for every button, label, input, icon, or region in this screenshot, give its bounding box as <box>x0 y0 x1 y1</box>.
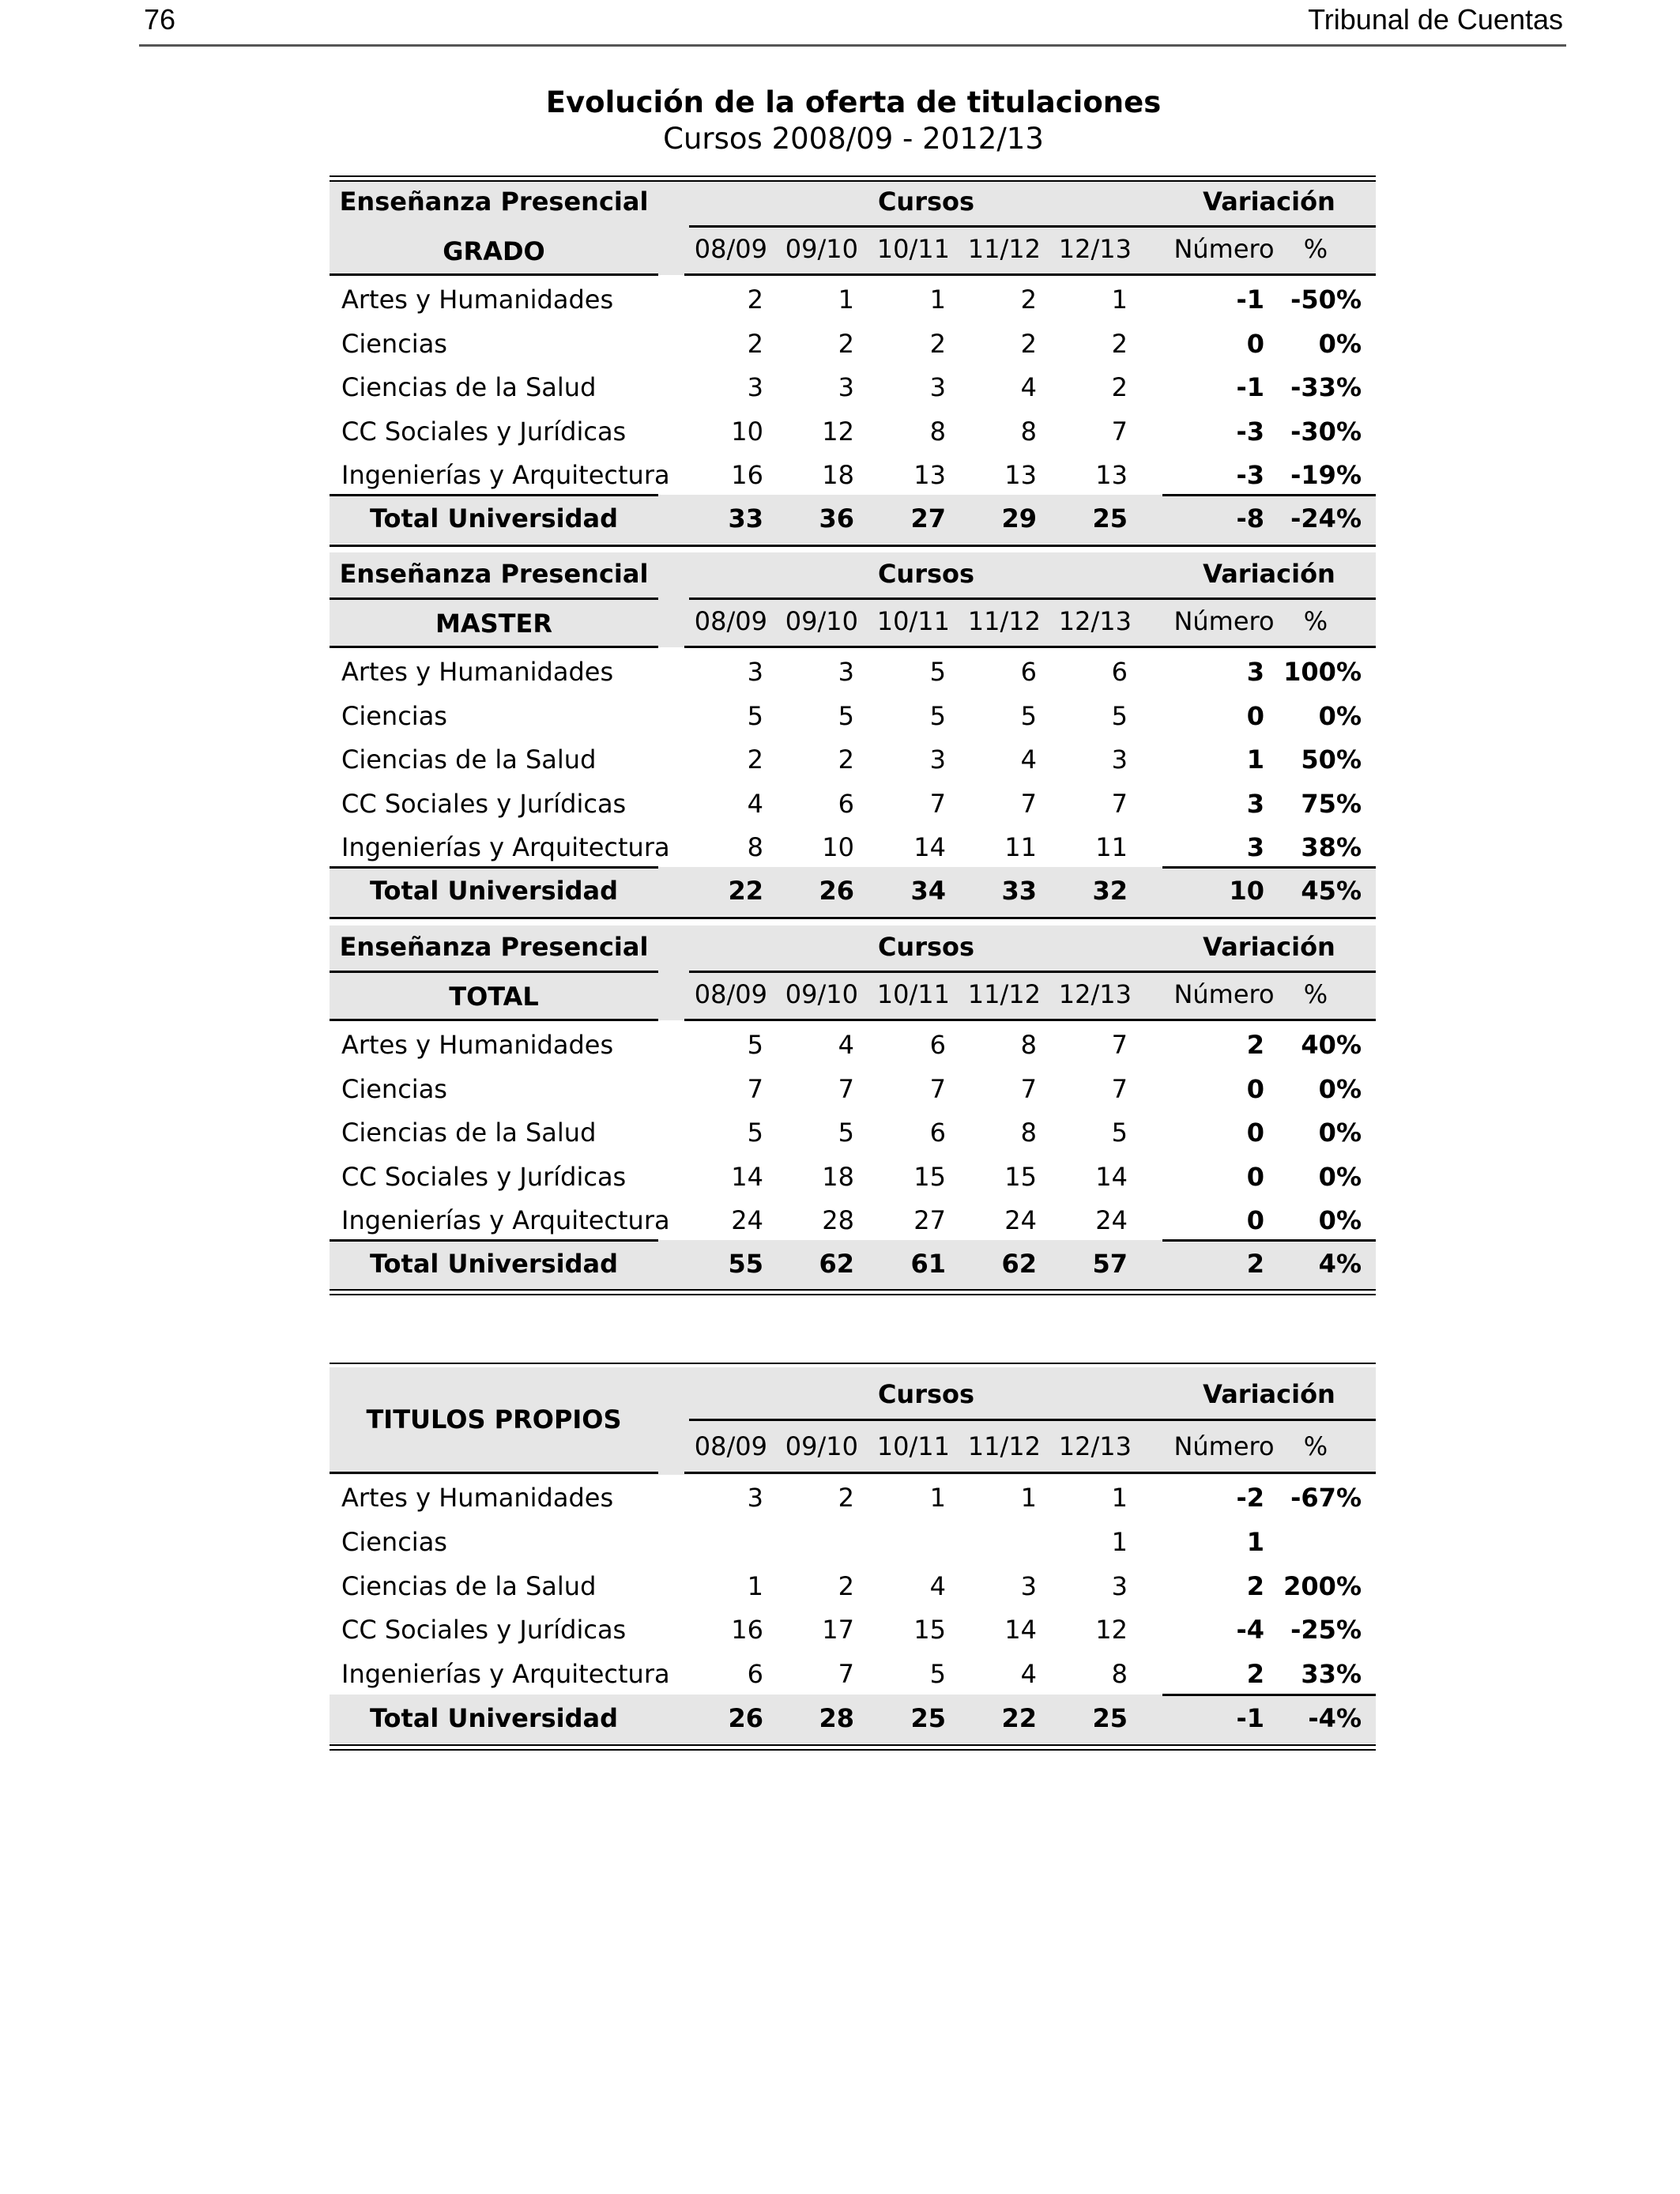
variation-percent: 33% <box>1301 1659 1362 1690</box>
year-value: 2 <box>838 745 854 775</box>
total-label: Total Universidad <box>369 1249 619 1279</box>
total-variation-number: 10 <box>1229 876 1264 906</box>
total-value: 29 <box>1001 503 1037 533</box>
year-value: 3 <box>747 372 763 403</box>
total-value: 22 <box>728 876 763 906</box>
year-value: 3 <box>1111 1570 1128 1601</box>
year-value: 12 <box>1095 1615 1128 1646</box>
year-value: 7 <box>929 788 946 819</box>
year-value: 3 <box>1020 1570 1037 1601</box>
year-value: 5 <box>929 700 946 731</box>
year-value: 13 <box>913 460 946 491</box>
variation-number: 3 <box>1246 657 1264 687</box>
year-value: 2 <box>1111 328 1128 359</box>
section-end-rule <box>330 545 1376 547</box>
variation-number: 0 <box>1246 1205 1264 1236</box>
header-rule-label <box>330 1019 658 1021</box>
year-value: 7 <box>1111 416 1128 447</box>
year-value: 4 <box>1020 372 1037 403</box>
year-value: 15 <box>913 1615 946 1646</box>
year-value: 8 <box>1020 1118 1037 1148</box>
row-label: Ingenierías y Arquitectura <box>341 1659 670 1690</box>
total-variation-number: 2 <box>1246 1249 1264 1279</box>
section-end-rule <box>330 917 1376 919</box>
cursos-heading: Cursos <box>877 559 975 589</box>
bottom-double-rule <box>330 1289 1376 1295</box>
row-label: CC Sociales y Jurídicas <box>341 1161 627 1192</box>
label-divider <box>330 971 658 973</box>
row-label: Ingenierías y Arquitectura <box>341 1205 670 1236</box>
year-value: 4 <box>1020 745 1037 775</box>
year-value: 2 <box>747 328 763 359</box>
year-value: 5 <box>747 1030 763 1060</box>
variation-percent: -30% <box>1290 416 1362 447</box>
year-value: 5 <box>1020 700 1037 731</box>
row-label: CC Sociales y Jurídicas <box>341 1615 627 1646</box>
percent-heading: % <box>1303 1431 1328 1461</box>
year-value: 1 <box>1020 1483 1037 1513</box>
year-value: 2 <box>838 1570 854 1601</box>
year-value: 6 <box>838 788 854 819</box>
variation-number: -1 <box>1236 372 1264 403</box>
header-rule-years <box>684 273 1163 276</box>
row-label: Ciencias de la Salud <box>341 1570 597 1601</box>
header-rule-years <box>684 1472 1163 1474</box>
year-value: 4 <box>747 788 763 819</box>
year-value: 7 <box>838 1659 854 1690</box>
numero-heading: Número <box>1173 606 1275 636</box>
year-heading: 11/12 <box>967 979 1041 1009</box>
variation-percent: 0% <box>1318 1161 1362 1192</box>
variation-percent: 200% <box>1283 1570 1362 1601</box>
year-value: 10 <box>822 832 854 863</box>
year-value: 6 <box>929 1118 946 1148</box>
section-name: TOTAL <box>449 982 539 1012</box>
year-value: 10 <box>731 416 763 447</box>
year-value: 8 <box>1020 416 1037 447</box>
section-heading: Enseñanza Presencial <box>339 559 649 589</box>
year-value: 15 <box>913 1161 946 1192</box>
row-label: Ciencias de la Salud <box>341 1118 597 1148</box>
total-value: 26 <box>819 876 854 906</box>
year-value: 7 <box>1020 788 1037 819</box>
year-value: 3 <box>929 745 946 775</box>
row-label: Ciencias <box>341 700 447 731</box>
year-value: 4 <box>838 1030 854 1060</box>
year-heading: 10/11 <box>876 1431 950 1461</box>
total-value: 34 <box>910 876 946 906</box>
year-heading: 10/11 <box>876 234 950 264</box>
year-heading: 12/13 <box>1058 234 1132 264</box>
year-value: 14 <box>1004 1615 1037 1646</box>
year-value: 5 <box>747 700 763 731</box>
total-label: Total Universidad <box>369 1703 619 1733</box>
year-value: 2 <box>929 328 946 359</box>
year-value: 2 <box>1020 285 1037 315</box>
variation-percent: 100% <box>1283 657 1362 687</box>
year-value: 17 <box>822 1615 854 1646</box>
total-label: Total Universidad <box>369 503 619 533</box>
variation-number: 3 <box>1246 832 1264 863</box>
table-subtitle: Cursos 2008/09 - 2012/13 <box>663 122 1044 156</box>
header-rule-var <box>1162 1472 1376 1474</box>
header-rule-years <box>684 1019 1163 1021</box>
year-value: 7 <box>1111 1073 1128 1104</box>
numero-heading: Número <box>1173 234 1275 264</box>
year-value: 24 <box>1004 1205 1037 1236</box>
year-value: 1 <box>1111 285 1128 315</box>
year-value: 6 <box>1111 657 1128 687</box>
header-rule-var <box>1162 273 1376 276</box>
row-label: Ciencias de la Salud <box>341 372 597 403</box>
year-value: 3 <box>929 372 946 403</box>
total-variation-percent: 4% <box>1318 1249 1362 1279</box>
year-heading: 11/12 <box>967 234 1041 264</box>
total-value: 62 <box>1001 1249 1037 1279</box>
header-rule-label <box>330 1472 658 1474</box>
year-value: 1 <box>838 285 854 315</box>
variation-number: 0 <box>1246 700 1264 731</box>
variation-percent: 38% <box>1301 832 1362 863</box>
variation-percent: -19% <box>1290 460 1362 491</box>
header-rule-var <box>1162 1019 1376 1021</box>
year-value: 7 <box>838 1073 854 1104</box>
year-value: 14 <box>731 1161 763 1192</box>
total-value: 27 <box>910 503 946 533</box>
total-value: 62 <box>819 1249 854 1279</box>
year-value: 2 <box>838 328 854 359</box>
variation-number: 0 <box>1246 1073 1264 1104</box>
variacion-divider <box>1162 1419 1376 1421</box>
year-value: 8 <box>929 416 946 447</box>
year-heading: 08/09 <box>694 1431 767 1461</box>
year-heading: 12/13 <box>1058 1431 1132 1461</box>
row-label: Artes y Humanidades <box>341 285 614 315</box>
year-value: 2 <box>1111 372 1128 403</box>
row-label: Artes y Humanidades <box>341 657 614 687</box>
year-heading: 10/11 <box>876 979 950 1009</box>
header-rule-var <box>1162 646 1376 648</box>
year-value: 5 <box>929 1659 946 1690</box>
total-value: 26 <box>728 1703 763 1733</box>
header-rule-label <box>330 646 658 648</box>
year-value: 28 <box>822 1205 854 1236</box>
variation-percent: 40% <box>1301 1030 1362 1060</box>
total-variation-percent: 45% <box>1301 876 1362 906</box>
year-value: 1 <box>929 1483 946 1513</box>
variation-number: -3 <box>1236 416 1264 447</box>
variation-percent: 0% <box>1318 1073 1362 1104</box>
total-value: 25 <box>1092 503 1128 533</box>
variation-number: 0 <box>1246 328 1264 359</box>
cursos-heading: Cursos <box>877 932 975 962</box>
publisher-name: Tribunal de Cuentas <box>1308 3 1563 36</box>
year-heading: 09/10 <box>785 606 858 636</box>
total-value: 36 <box>819 503 854 533</box>
year-value: 3 <box>747 1483 763 1513</box>
variation-number: -2 <box>1236 1483 1264 1513</box>
year-value: 16 <box>731 460 763 491</box>
cursos-heading: Cursos <box>877 187 975 217</box>
total-value: 25 <box>1092 1703 1128 1733</box>
row-label: Ciencias <box>341 1073 447 1104</box>
row-label: Ingenierías y Arquitectura <box>341 832 670 863</box>
variation-number: 0 <box>1246 1118 1264 1148</box>
variation-percent: -67% <box>1290 1483 1362 1513</box>
row-label: Ciencias <box>341 1526 447 1557</box>
year-heading: 08/09 <box>694 234 767 264</box>
row-label: CC Sociales y Jurídicas <box>341 416 627 447</box>
year-value: 18 <box>822 1161 854 1192</box>
year-heading: 08/09 <box>694 606 767 636</box>
year-value: 7 <box>747 1073 763 1104</box>
year-value: 4 <box>1020 1659 1037 1690</box>
year-value: 3 <box>1111 745 1128 775</box>
total-value: 33 <box>1001 876 1037 906</box>
year-value: 6 <box>929 1030 946 1060</box>
variation-number: 3 <box>1246 788 1264 819</box>
total-variation-percent: -4% <box>1308 1703 1362 1733</box>
year-value: 8 <box>1020 1030 1037 1060</box>
year-value: 7 <box>1020 1073 1037 1104</box>
year-value: 3 <box>747 657 763 687</box>
variation-percent: 0% <box>1318 700 1362 731</box>
row-label: Artes y Humanidades <box>341 1483 614 1513</box>
table-title: Evolución de la oferta de titulaciones <box>545 85 1162 119</box>
year-value: 7 <box>929 1073 946 1104</box>
section-name: TITULOS PROPIOS <box>366 1404 622 1434</box>
variacion-heading: Variación <box>1203 932 1335 962</box>
variation-number: 2 <box>1246 1570 1264 1601</box>
variation-number: 0 <box>1246 1161 1264 1192</box>
year-value: 8 <box>1111 1659 1128 1690</box>
section-name: MASTER <box>435 609 552 639</box>
section-table-grado <box>330 175 1376 555</box>
year-value: 1 <box>1111 1483 1128 1513</box>
header-rule-years <box>684 646 1163 648</box>
year-value: 5 <box>838 700 854 731</box>
year-value: 8 <box>747 832 763 863</box>
year-value: 5 <box>1111 1118 1128 1148</box>
header-rule <box>139 44 1566 47</box>
year-value: 1 <box>929 285 946 315</box>
year-value: 6 <box>1020 657 1037 687</box>
variation-percent: -25% <box>1290 1615 1362 1646</box>
year-value: 13 <box>1004 460 1037 491</box>
numero-heading: Número <box>1173 979 1275 1009</box>
variation-number: 1 <box>1246 1526 1264 1557</box>
total-variation-number: -1 <box>1236 1703 1264 1733</box>
year-value: 6 <box>747 1659 763 1690</box>
year-value: 7 <box>1111 788 1128 819</box>
section-name: GRADO <box>443 236 545 266</box>
variation-percent: -50% <box>1290 285 1362 315</box>
year-value: 1 <box>747 1570 763 1601</box>
label-divider <box>330 598 658 600</box>
year-heading: 09/10 <box>785 1431 858 1461</box>
row-label: Ciencias <box>341 328 447 359</box>
row-label: Artes y Humanidades <box>341 1030 614 1060</box>
total-value: 25 <box>910 1703 946 1733</box>
variation-number: -4 <box>1236 1615 1264 1646</box>
total-value: 61 <box>910 1249 946 1279</box>
year-value: 24 <box>731 1205 763 1236</box>
year-value: 5 <box>929 657 946 687</box>
variacion-heading: Variación <box>1203 559 1335 589</box>
year-value: 2 <box>838 1483 854 1513</box>
total-value: 55 <box>728 1249 763 1279</box>
year-heading: 09/10 <box>785 234 858 264</box>
section-table-master <box>330 548 1376 927</box>
year-heading: 10/11 <box>876 606 950 636</box>
cursos-heading: Cursos <box>877 1379 975 1409</box>
percent-heading: % <box>1303 606 1328 636</box>
variation-percent: 50% <box>1301 745 1362 775</box>
year-value: 14 <box>913 832 946 863</box>
year-value: 11 <box>1095 832 1128 863</box>
year-value: 27 <box>913 1205 946 1236</box>
section-heading: Enseñanza Presencial <box>339 187 649 217</box>
section-table-total <box>330 921 1376 1300</box>
year-value: 24 <box>1095 1205 1128 1236</box>
year-value: 3 <box>838 372 854 403</box>
numero-heading: Número <box>1173 1431 1275 1461</box>
total-variation-percent: -24% <box>1290 503 1362 533</box>
year-heading: 08/09 <box>694 979 767 1009</box>
year-value: 3 <box>838 657 854 687</box>
year-value: 14 <box>1095 1161 1128 1192</box>
year-value: 2 <box>747 285 763 315</box>
total-value: 33 <box>728 503 763 533</box>
variation-percent: 0% <box>1318 1205 1362 1236</box>
year-value: 5 <box>747 1118 763 1148</box>
year-value: 15 <box>1004 1161 1037 1192</box>
total-value: 57 <box>1092 1249 1128 1279</box>
variation-number: 2 <box>1246 1030 1264 1060</box>
variation-number: -3 <box>1236 460 1264 491</box>
titulos-propios-table <box>330 1363 1376 1750</box>
page-number: 76 <box>144 3 176 36</box>
total-value: 22 <box>1001 1703 1037 1733</box>
year-value: 5 <box>838 1118 854 1148</box>
total-value: 32 <box>1092 876 1128 906</box>
variation-number: 1 <box>1246 745 1264 775</box>
row-label: CC Sociales y Jurídicas <box>341 788 627 819</box>
year-value: 2 <box>747 745 763 775</box>
year-value: 2 <box>1020 328 1037 359</box>
year-heading: 11/12 <box>967 1431 1041 1461</box>
year-value: 13 <box>1095 460 1128 491</box>
percent-heading: % <box>1303 234 1328 264</box>
year-heading: 09/10 <box>785 979 858 1009</box>
year-heading: 12/13 <box>1058 979 1132 1009</box>
header-rule-label <box>330 273 658 276</box>
row-label: Ciencias de la Salud <box>341 745 597 775</box>
year-value: 11 <box>1004 832 1037 863</box>
variation-percent: 75% <box>1301 788 1362 819</box>
bottom-double-rule <box>330 1744 1376 1751</box>
year-value: 12 <box>822 416 854 447</box>
variation-percent: 0% <box>1318 1118 1362 1148</box>
variation-percent: 0% <box>1318 328 1362 359</box>
total-value: 28 <box>819 1703 854 1733</box>
variacion-heading: Variación <box>1203 187 1335 217</box>
year-value: 18 <box>822 460 854 491</box>
year-value: 16 <box>731 1615 763 1646</box>
row-label: Ingenierías y Arquitectura <box>341 460 670 491</box>
year-value: 4 <box>929 1570 946 1601</box>
variation-number: 2 <box>1246 1659 1264 1690</box>
variation-number: -1 <box>1236 285 1264 315</box>
total-label: Total Universidad <box>369 876 619 906</box>
percent-heading: % <box>1303 979 1328 1009</box>
section-heading: Enseñanza Presencial <box>339 932 649 962</box>
variation-percent: -33% <box>1290 372 1362 403</box>
year-value: 5 <box>1111 700 1128 731</box>
year-heading: 11/12 <box>967 606 1041 636</box>
years-divider <box>689 1419 1163 1421</box>
year-value: 1 <box>1111 1526 1128 1557</box>
variacion-heading: Variación <box>1203 1379 1335 1409</box>
total-variation-number: -8 <box>1236 503 1264 533</box>
year-heading: 12/13 <box>1058 606 1132 636</box>
year-value: 7 <box>1111 1030 1128 1060</box>
